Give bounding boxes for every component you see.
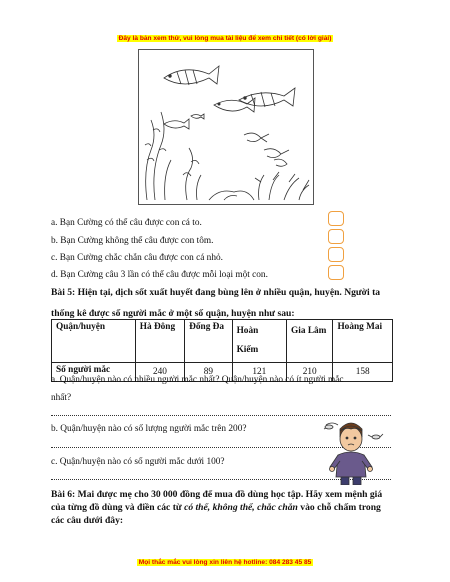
table-header-row xyxy=(52,320,393,363)
table-district: Hà Đông xyxy=(135,320,184,363)
checkbox-d[interactable] xyxy=(328,265,344,280)
checkbox-c[interactable] xyxy=(328,247,344,262)
question-b: b. Quận/huyện nào có số lượng người mắc trên 200? xyxy=(51,424,247,434)
bai6-text xyxy=(51,488,396,527)
thinking-boy-illustration xyxy=(316,415,386,485)
table-header-label: Quận/huyện xyxy=(52,320,136,363)
table-row-label: Số người mắc xyxy=(52,363,136,382)
fish-pond-drawing xyxy=(139,50,313,204)
bai6-lead: Bài 6: Mai được mẹ cho 30 000 đồng để mua đồ dùng học tập. Hãy xem mệnh giá của từng đồ dùng và điền các từ xyxy=(51,489,383,513)
fish-illustration xyxy=(138,49,314,205)
table-district: Hoàn Kiếm xyxy=(232,320,286,363)
table-cell: 89 xyxy=(185,363,232,382)
question-c: c. Quận/huyện nào có số người mắc dưới 100? xyxy=(51,457,225,467)
bai6-emphasis: có thể, không thể, chắc chắn xyxy=(184,502,298,513)
table-cell: 121 xyxy=(232,363,286,382)
hotline-banner xyxy=(0,551,450,569)
table-district: Hoàng Mai xyxy=(333,320,393,363)
hotline-banner-text: Mọi thắc mắc vui lòng xin liên hệ hotline: 084 283 45 85 xyxy=(138,559,312,566)
checkbox-a[interactable] xyxy=(328,211,344,226)
table-district: Đống Đa xyxy=(185,320,232,363)
table-cell: 240 xyxy=(135,363,184,382)
option-c: c. Bạn Cường chắc chắn câu được con cá nhỏ. xyxy=(51,253,223,263)
option-a: a. Bạn Cường có thể câu được con cá to. xyxy=(51,218,202,228)
question-a: a. Quận/huyện nào có nhiều người mắc nhất? Quận/huyện nào có ít người mắc nhất? xyxy=(51,375,344,403)
table-district: Gia Lâm xyxy=(287,320,333,363)
preview-banner-text: Đây là bản xem thử, vui lòng mua tài liệu để xem chi tiết (có lời giải) xyxy=(118,35,332,42)
preview-banner xyxy=(0,27,450,45)
table-cell: 158 xyxy=(333,363,393,382)
table-cell: 210 xyxy=(287,363,333,382)
option-b: b. Bạn Cường không thể câu được con tôm. xyxy=(51,236,214,246)
bai5-text: Bài 5: Hiện tại, dịch sốt xuất huyết đang bùng lên ở nhiều quận, huyện. Người ta thống kê được số người mắc ở một số quận, huyện như sau: xyxy=(51,287,381,319)
checkbox-b[interactable] xyxy=(328,229,344,244)
bai6-tail: vào chỗ chấm trong các câu dưới đây: xyxy=(51,502,381,526)
option-d: d. Bạn Cường câu 3 lần có thể câu được mỗi loại một con. xyxy=(51,270,268,280)
